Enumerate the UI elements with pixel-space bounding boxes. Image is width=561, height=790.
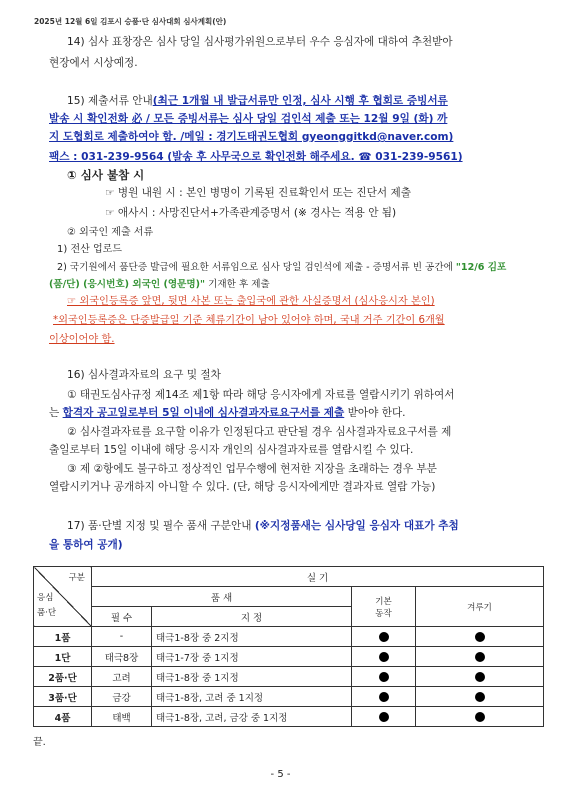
s17-title: 17) 품·단별 지정 및 필수 품새 구분안내 bbox=[67, 520, 252, 532]
table-corner bbox=[34, 567, 92, 627]
kyorugi-check bbox=[416, 647, 544, 667]
s15b-item2-end: 기재한 후 제출 bbox=[205, 279, 270, 290]
row-designated: 태극1-7장 중 1지정 bbox=[152, 647, 352, 667]
s15-line4: 팩스 : 031-239-9564 (발송 후 사무국으로 확인전화 해주세요. ☎ 031-239-9561) bbox=[49, 151, 463, 163]
s16-line2-a: 는 bbox=[49, 407, 60, 419]
row-required: 금강 bbox=[92, 687, 152, 707]
row-required: - bbox=[92, 627, 152, 647]
s16-line6: 열람시키거나 공개하지 아니할 수 있다. (단, 해당 응시자에게만 결과자료 열람 가능) bbox=[49, 481, 436, 493]
poomsae-table bbox=[33, 566, 544, 727]
header-poomsae: 품 새 bbox=[92, 587, 352, 607]
table-row bbox=[34, 687, 544, 707]
filled-circle-icon bbox=[475, 712, 485, 722]
basic-check bbox=[352, 627, 416, 647]
s16-line2 bbox=[49, 405, 406, 422]
s16-line5: ③ 제 ②항에도 불구하고 정상적인 업무수행에 현저한 지장을 초래하는 경우 부분 bbox=[67, 463, 437, 475]
s15a-title: ① 심사 불참 시 bbox=[67, 168, 145, 182]
s15b-item2 bbox=[57, 259, 506, 276]
corner-bottom-label2: 품·단 bbox=[37, 608, 57, 618]
row-rank: 3품·단 bbox=[34, 687, 92, 707]
end-mark: 끝. bbox=[33, 737, 46, 748]
s16-line2-highlight: 합격자 공고일로부터 5일 이내에 심사결과자료요구서를 제출 bbox=[62, 407, 345, 419]
basic-check bbox=[352, 707, 416, 727]
s16-line3: ② 심사결과자료를 요구할 이유가 인정된다고 판단될 경우 심사결과자료요구서를 제 bbox=[67, 426, 452, 438]
row-rank: 1품 bbox=[34, 627, 92, 647]
page-number: - 5 - bbox=[270, 769, 291, 780]
row-designated: 태극1-8장 중 1지정 bbox=[152, 667, 352, 687]
s17-line1 bbox=[67, 518, 459, 535]
table-row bbox=[34, 647, 544, 667]
s15a-hospital: ☞ 병원 내원 시 : 본인 병명이 기록된 진료확인서 또는 진단서 제출 bbox=[105, 187, 411, 199]
row-designated: 태극1-8장, 고려, 금강 중 1지정 bbox=[152, 707, 352, 727]
s15b-title: ② 외국인 제출 서류 bbox=[67, 227, 154, 238]
row-required: 고려 bbox=[92, 667, 152, 687]
s17-note2: 을 통하여 공개) bbox=[49, 539, 123, 551]
row-required: 태백 bbox=[92, 707, 152, 727]
kyorugi-check bbox=[416, 687, 544, 707]
row-required: 태극8장 bbox=[92, 647, 152, 667]
row-rank: 1단 bbox=[34, 647, 92, 667]
s15-line2: 발송 시 확인전화 必 / 모든 증빙서류는 심사 당일 검인석 제출 또는 12월 9일 (화) 까 bbox=[49, 113, 448, 125]
filled-circle-icon bbox=[475, 692, 485, 702]
table-row bbox=[34, 627, 544, 647]
filled-circle-icon bbox=[475, 672, 485, 682]
document-header: 2025년 12월 6일 김포시 승품·단 심사대회 심사계획(안) bbox=[34, 17, 227, 26]
filled-circle-icon bbox=[379, 712, 389, 722]
table-row bbox=[34, 667, 544, 687]
s15b-item2-green: "12/6 김포 bbox=[455, 262, 507, 273]
row-rank: 2품·단 bbox=[34, 667, 92, 687]
corner-bottom-label1: 응심 bbox=[37, 593, 54, 603]
s15b-note1: ☞ 외국인등록증 앞면, 뒷면 사본 또는 출입국에 관한 사실증명서 (심사응시자 본인) bbox=[67, 296, 435, 307]
header-kyorugi: 겨루기 bbox=[416, 587, 544, 627]
header-required: 필 수 bbox=[92, 607, 152, 627]
s16-line4: 출일로부터 15일 이내에 해당 응시자 개인의 심사결과자료를 열람시킬 수 있다. bbox=[49, 444, 414, 456]
s16-title: 16) 심사결과자료의 요구 및 절차 bbox=[67, 369, 221, 381]
kyorugi-check bbox=[416, 627, 544, 647]
s15b-item2-cont bbox=[49, 276, 270, 293]
s16-line1: ① 태권도심사규정 제14조 제1항 따라 해당 응시자에게 자료를 열람시키기 위하여서 bbox=[67, 389, 455, 401]
kyorugi-check bbox=[416, 707, 544, 727]
filled-circle-icon bbox=[379, 652, 389, 662]
table-row bbox=[34, 707, 544, 727]
header-designated: 지 정 bbox=[152, 607, 352, 627]
basic-check bbox=[352, 647, 416, 667]
header-basic: 기본 동작 bbox=[352, 587, 416, 627]
filled-circle-icon bbox=[475, 652, 485, 662]
s15b-item2-text: 2) 국기원에서 품단증 발급에 필요한 서류임으로 심사 당일 검인석에 제출 - 증명서류 빈 공간에 bbox=[57, 262, 453, 273]
s16-line2-c: 받아야 한다. bbox=[347, 407, 406, 419]
filled-circle-icon bbox=[379, 632, 389, 642]
s15b-note2: *외국인등록증은 단증발급일 기준 체류기간이 남아 있어야 하며, 국내 거주 기간이 6개월 bbox=[53, 315, 445, 326]
row-rank: 4품 bbox=[34, 707, 92, 727]
s15b-item1: 1) 전산 업로드 bbox=[57, 244, 122, 255]
corner-top-label: 구분 bbox=[68, 573, 85, 583]
s15-lead: 15) 제출서류 안내 bbox=[67, 95, 153, 107]
s15-note1: (최근 1개월 내 발급서류만 인정, 심사 시행 후 협회로 증빙서류 bbox=[152, 95, 448, 107]
filled-circle-icon bbox=[475, 632, 485, 642]
s15-line1 bbox=[67, 93, 448, 110]
s17-note1: (※지정품새는 심사당일 응심자 대표가 추첨 bbox=[254, 520, 459, 532]
s15b-note3: 이상이어야 함. bbox=[49, 334, 115, 345]
s15b-item2-green2: (품/단) (응시번호) 외국인 (영문명)" bbox=[49, 279, 206, 290]
kyorugi-check bbox=[416, 667, 544, 687]
row-designated: 태극1-8장 중 2지정 bbox=[152, 627, 352, 647]
filled-circle-icon bbox=[379, 692, 389, 702]
row-designated: 태극1-8장, 고려 중 1지정 bbox=[152, 687, 352, 707]
basic-check bbox=[352, 667, 416, 687]
s14-line2: 현장에서 시상예정. bbox=[49, 57, 138, 69]
basic-check bbox=[352, 687, 416, 707]
s15-line3: 지 도협회로 제출하여야 함. /메일 : 경기도태권도협회 gyeonggitkd@naver.com) bbox=[49, 131, 454, 143]
header-practical: 실 기 bbox=[92, 567, 544, 587]
s15a-mourning: ☞ 애사시 : 사망진단서+가족관계증명서 (※ 경사는 적용 안 됨) bbox=[105, 207, 397, 219]
filled-circle-icon bbox=[379, 672, 389, 682]
s14-line1: 14) 심사 표창장은 심사 당일 심사평가위원으로부터 우수 응심자에 대하여 추천받아 bbox=[67, 36, 453, 48]
